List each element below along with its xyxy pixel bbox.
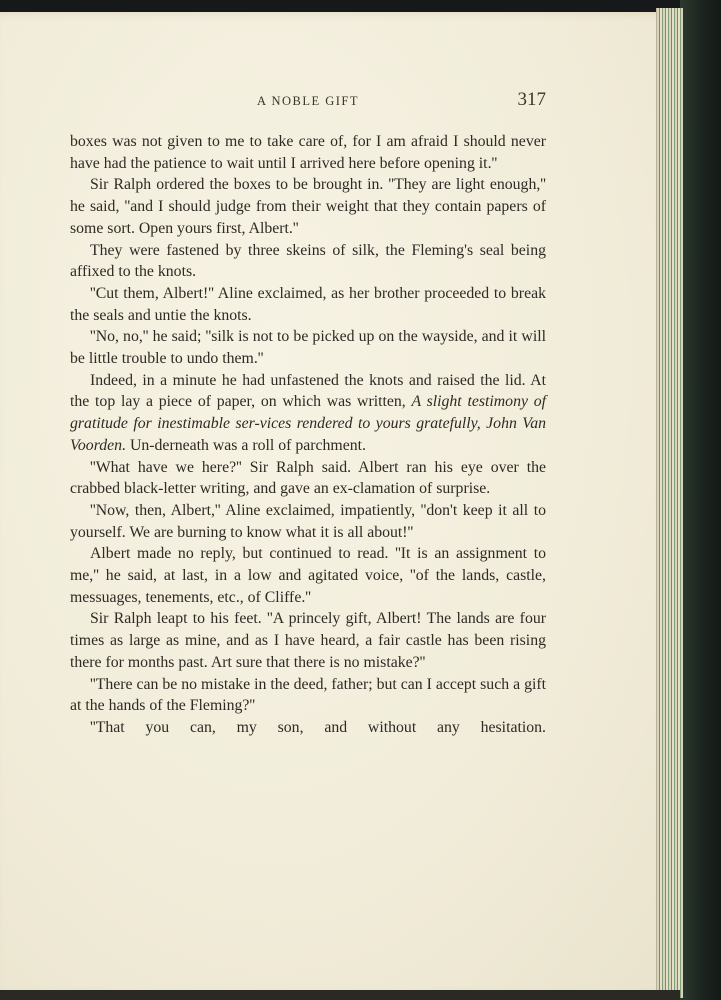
running-head: A NOBLE GIFT (256, 94, 360, 108)
paragraph-text: Un-derneath was a roll of parchment. (129, 436, 366, 454)
paragraph: boxes was not given to me to take care of, for I am afraid I should never have had the patience to wait until I arrived here before opening it.'' (70, 133, 546, 172)
page-edges (656, 8, 683, 998)
body-text (70, 131, 546, 739)
paragraph: ''What have we here?'' Sir Ralph said. Albert ran his eye over the crabbed black-letter writing, and gave an ex-clamation of surprise. (70, 458, 546, 498)
paragraph: Sir Ralph leapt to his feet. ''A princely gift, Albert! The lands are four times as large as mine, and as I have heard, a fair castle has been rising there for months past. Art sure that there is no mistake?'' (70, 610, 546, 671)
paragraph: ''Now, then, Albert,'' Aline exclaimed, impatiently, ''don't keep it all to yourself. We are burning to know what it is all about!'' (70, 501, 546, 541)
paragraph: ''No, no,'' he said; ''silk is not to be picked up on the wayside, and it will be little trouble to undo them.'' (70, 328, 546, 368)
paragraph: ''Cut them, Albert!'' Aline exclaimed, as her brother proceeded to break the seals and untie the knots. (70, 284, 546, 324)
paragraph: Albert made no reply, but continued to read. ''It is an assignment to me,'' he said, at last, in a low and agitated voice, ''of the lands, castle, messuages, tenements, etc., of Cliffe.'' (70, 545, 546, 606)
paragraph: They were fastened by three skeins of silk, the Fleming's seal being affixed to the knots. (70, 241, 546, 281)
page-header (70, 89, 546, 115)
paragraph: Sir Ralph ordered the boxes to be brought in. ''They are light enough,'' he said, ''and I should judge from their weight that they contain papers of some sort. Open yours first, Albert.'' (70, 176, 546, 237)
bottom-shadow (0, 990, 680, 1000)
paragraph: ''There can be no mistake in the deed, father; but can I accept such a gift at the hands of the Fleming?'' (70, 675, 546, 715)
book-cover-edge (680, 0, 721, 1000)
inscription-text: A slight testimony of gratitude for inestimable ser-vices rendered to yours gratefully, John Van Voorden. (70, 393, 547, 454)
paragraph-with-inscription (70, 370, 546, 457)
paragraph: ''That you can, my son, and without any hesitation. (90, 718, 546, 736)
page-number: 317 (517, 89, 546, 110)
paragraph-text: Indeed, in a minute he had unfastened the knots and raised the lid. At the top lay a piece of paper, on which was written, (70, 371, 546, 411)
